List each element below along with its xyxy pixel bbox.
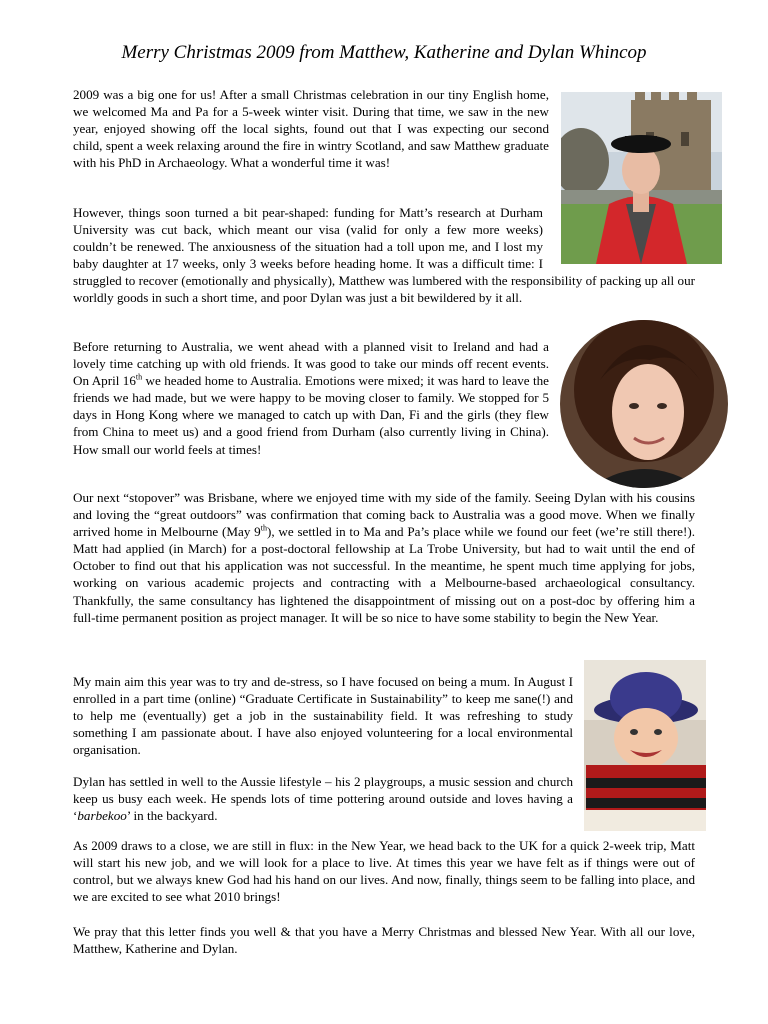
paragraph-2: However, things soon turned a bit pear-shaped: funding for Matt’s research at Durham University was cut back, which meant our visa (valid for only a few more weeks) couldn’t be renewed. The anxiousness of the situation had a toll upon me, and I lost my baby daughter at 17 weeks, only 3 weeks before heading home. It was a difficult time: I struggled to recover (emotionally and physically), Matthew was lumbered with the responsibility of packing up all our worldly goods in such a short time, and poor Dylan was just a bit bewildered by it all. — [73, 205, 695, 306]
paragraph-4: Our next “stopover” was Brisbane, where we enjoyed time with my side of the family. Seeing Dylan with his cousins and loving the “great outdoors” was confirmation that coming back to Australia was a good move. When we finally arrived home in Melbourne (May 9th), we settled in to Ma and Pa’s place while we found our feet (we’re still there!). Matt had applied (in March) for a post-doctoral fellowship at La Trobe University, but had to wait until the end of October to find out that his application was not successful. In the meantime, he spent much time applying for jobs, working on various academic projects and contracting with a Melbourne-based archaeological consultancy. Thankfully, the same consultancy has lightened the disappointment of missing out on a post-doc by offering him a full-time permanent position as project manager. It will be so nice to have some stability to begin the New Year. — [73, 490, 695, 625]
paragraph-6: Dylan has settled in well to the Aussie lifestyle – his 2 playgroups, a music session and church keep us busy each week. He spends lots of time pottering around outside and loves having a ‘barbekoo’ in the backyard. — [73, 774, 573, 824]
paragraph-1: 2009 was a big one for us! After a small Christmas celebration in our tiny English home, we welcomed Ma and Pa for a 5-week winter visit. During that time, we saw in the new year, enjoyed showing off the local sights, found out that I was expecting our second child, spent a week relaxing around the fire in wintry Scotland, and saw Matthew graduate with his PhD in Archaeology. What a wonderful time it was! — [73, 87, 549, 171]
katherine-portrait-photo — [560, 320, 728, 488]
paragraph-7: As 2009 draws to a close, we are still in flux: in the New Year, we head back to the UK for a quick 2-week trip, Matt will start his new job, and we will look for a place to live. At times this year we have felt as if things were out of control, but we always knew God had his hand on our lives. And now, finally, things seem to be falling into place, and we are excited to see what 2010 brings! — [73, 838, 695, 905]
paragraph-3: Before returning to Australia, we went ahead with a planned visit to Ireland and had a lovely time catching up with old friends. It was good to take our minds off recent events. On April 16th we headed home to Australia. Emotions were mixed; it was hard to leave the friends we had made, but we were happy to be moving closer to family. We stopped for 5 days in Hong Kong where we managed to catch up with Dan, Fi and the girls (they flew from China to meet us) and a good friend from Durham (also currently living in China). How small our world feels at times! — [73, 339, 549, 457]
paragraph-8: We pray that this letter finds you well & that you have a Merry Christmas and blessed New Year. With all our love, Matthew, Katherine and Dylan. — [73, 924, 695, 957]
letter-title: Merry Christmas 2009 from Matthew, Katherine and Dylan Whincop — [121, 42, 647, 63]
paragraph-5: My main aim this year was to try and de-stress, so I have focused on being a mum. In August I enrolled in a part time (online) “Graduate Certificate in Sustainability” to keep me sane(!) and to help me (eventually) get a job in the sustainability field. It was refreshing to study something I am passionate about. I have also enjoyed volunteering for a local environmental organisation. — [73, 674, 573, 758]
dylan-photo — [584, 660, 706, 831]
